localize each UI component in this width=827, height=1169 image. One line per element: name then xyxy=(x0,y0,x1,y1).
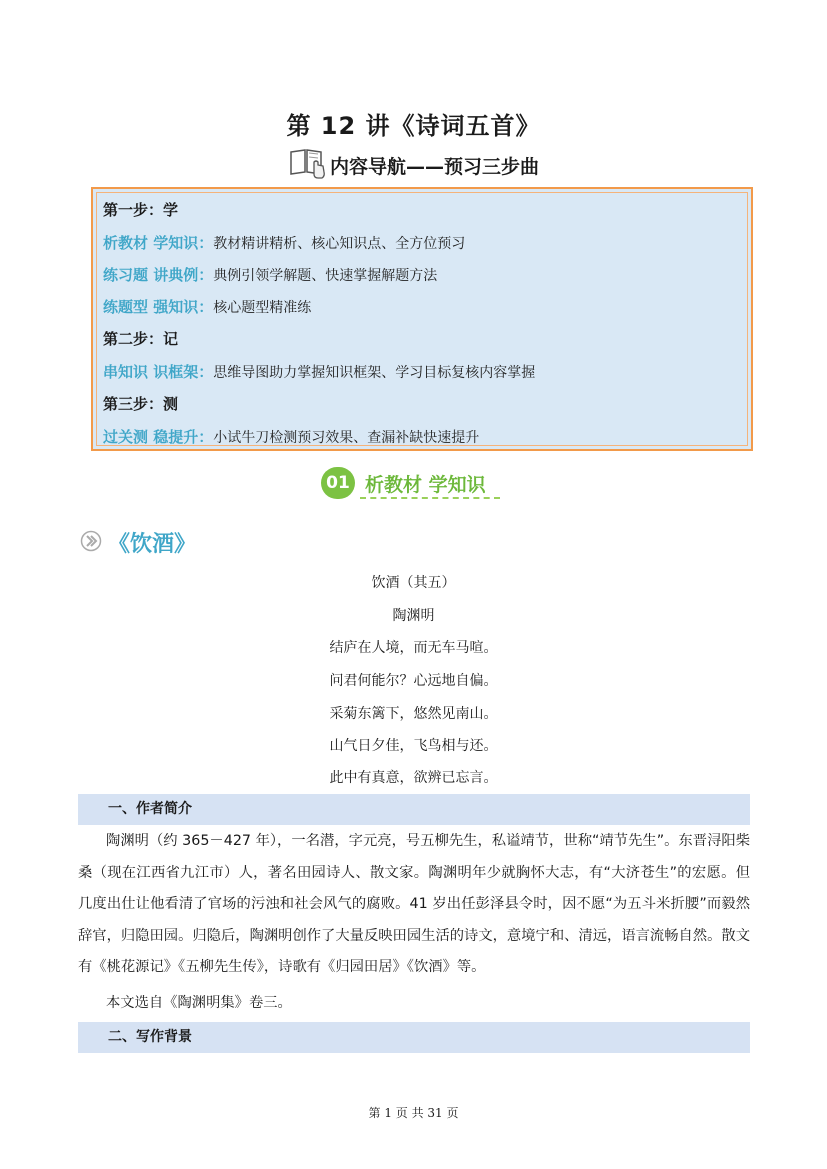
source-note: 本文选自《陶渊明集》卷三。 xyxy=(106,995,292,1011)
poem-author: 陶渊明 xyxy=(392,608,435,624)
poem-line: 采菊东篱下，悠然见南山。 xyxy=(329,706,498,722)
step1-header: 第一步：学 xyxy=(103,201,179,219)
author-intro-heading: 一、作者简介 xyxy=(78,794,750,825)
section-title-text: 《饮酒》 xyxy=(108,532,197,557)
page-title: 第 12 讲《诗词五首》 xyxy=(286,112,541,140)
badge-underline xyxy=(360,497,500,499)
circle-arrow-icon xyxy=(80,530,102,556)
study-steps-box xyxy=(91,187,753,451)
step2-header: 第二步：记 xyxy=(103,330,179,348)
author-paragraph: 陶渊明（约 365－427 年），一名潜，字元亮，号五柳先生，私谥靖节，世称“靖节先生”。东晋浔阳柴桑（现在江西省九江市）人，著名田园诗人、散文家。陶渊明年少就胸怀大志，有“大济苍生”的宏愿。但几度出仕让他看清了官场的污浊和社会风气的腐败。41 岁出任彭泽县令时，因不愿“为五斗米折腰”而毅然辞官，归隐田园。归隐后，陶渊明创作了大量反映田园生活的诗文，意境宁和、清远，语言流畅自然。散文有《桃花源记》《五柳先生传》，诗歌有《归园田居》《饮酒》等。 xyxy=(78,833,750,975)
poem-line: 结庐在人境，而无车马喧。 xyxy=(329,640,498,656)
poem-title: 饮酒（其五） xyxy=(371,575,456,591)
step3-header: 第三步：测 xyxy=(103,395,179,413)
step-item-framework: 串知识 识框架：思维导图助力掌握知识框架、学习目标复核内容掌握 xyxy=(103,363,536,381)
badge-label: 析教材 学知识 xyxy=(365,473,486,496)
content-nav-heading xyxy=(0,146,827,184)
page-footer: 第 1 页 共 31 页 xyxy=(368,1106,459,1120)
poem-line: 问君何能尔？心远地自偏。 xyxy=(329,673,498,689)
step-item-test: 过关测 稳提升：小试牛刀检测预习效果、查漏补缺快速提升 xyxy=(103,428,480,446)
nav-heading-text: 内容导航——预习三步曲 xyxy=(329,155,539,178)
poem-line: 山气日夕佳，飞鸟相与还。 xyxy=(329,738,498,754)
section-badge xyxy=(321,465,486,501)
poem-section-title xyxy=(80,527,196,558)
step-item-practice: 练题型 强知识：核心题型精准练 xyxy=(103,298,312,316)
step-item-textbook: 析教材 学知识：教材精讲精析、核心知识点、全方位预习 xyxy=(103,234,466,252)
step-item-examples: 练习题 讲典例：典例引领学解题、快速掌握解题方法 xyxy=(103,266,438,284)
poem-line: 此中有真意，欲辨已忘言。 xyxy=(329,770,498,786)
badge-number: 01 xyxy=(321,467,355,499)
background-heading: 二、写作背景 xyxy=(78,1022,750,1053)
book-pointer-icon xyxy=(288,146,326,184)
